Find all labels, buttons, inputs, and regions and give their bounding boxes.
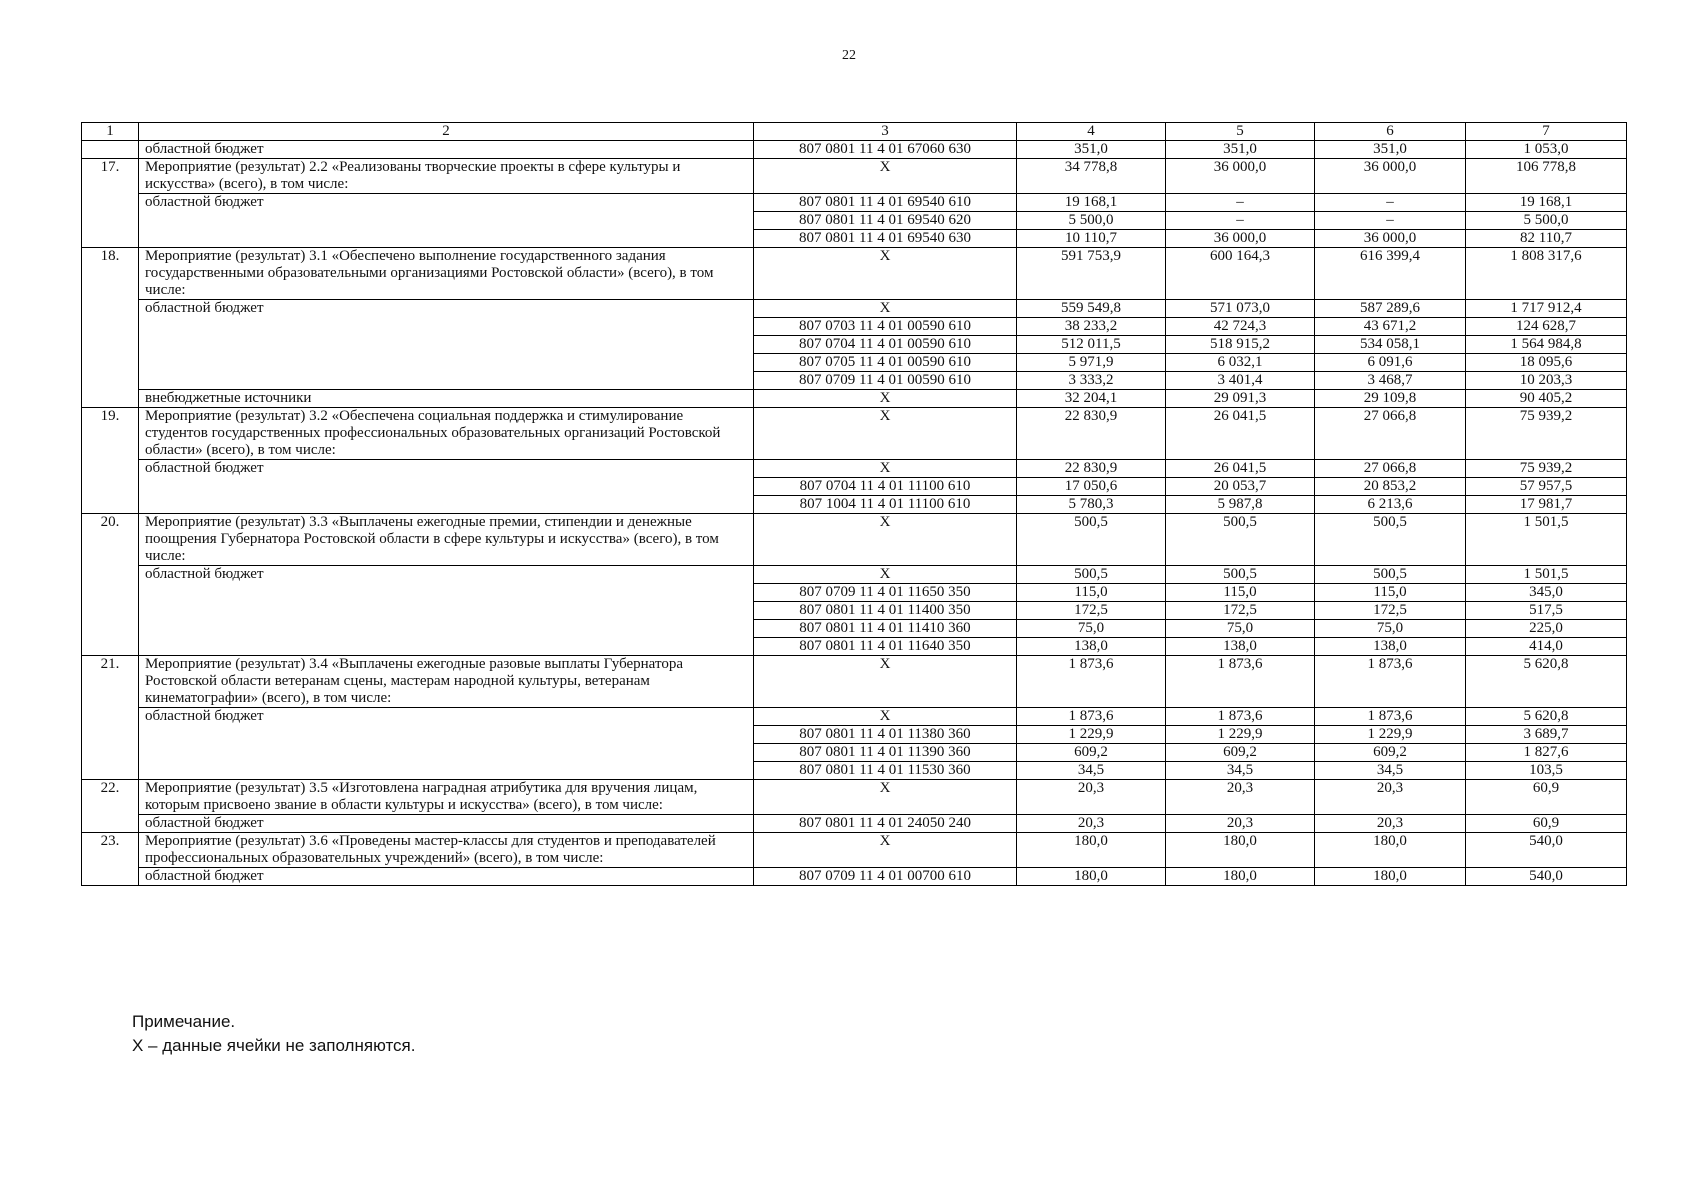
code-cell: X (754, 833, 1017, 868)
year1-cell: 22 830,9 (1017, 460, 1166, 478)
row-number: 22. (82, 780, 139, 833)
code-cell: 807 0709 11 4 01 00700 610 (754, 868, 1017, 886)
year3-cell: 36 000,0 (1315, 159, 1466, 194)
total-cell: 75 939,2 (1466, 460, 1627, 478)
row-number: 19. (82, 408, 139, 514)
table-row (82, 408, 1627, 460)
total-cell: 1 808 317,6 (1466, 248, 1627, 300)
total-cell: 1 827,6 (1466, 744, 1627, 762)
code-cell: X (754, 566, 1017, 584)
year1-cell: 559 549,8 (1017, 300, 1166, 318)
measure-name: Мероприятие (результат) 3.4 «Выплачены ежегодные разовые выплаты Губернатора Ростовской области ветеранам сцены, мастерам народной культуры, ветеранам кинематографии» (всего), в том числе: (139, 656, 754, 708)
total-cell: 3 689,7 (1466, 726, 1627, 744)
year1-cell: 5 500,0 (1017, 212, 1166, 230)
total-cell: 540,0 (1466, 833, 1627, 868)
year3-cell: 172,5 (1315, 602, 1466, 620)
year1-cell: 115,0 (1017, 584, 1166, 602)
year1-cell: 32 204,1 (1017, 390, 1166, 408)
budget-table (81, 122, 1627, 886)
row-number: 20. (82, 514, 139, 656)
code-cell: X (754, 300, 1017, 318)
row-number: 21. (82, 656, 139, 780)
year2-cell: 1 873,6 (1166, 656, 1315, 708)
year1-cell: 512 011,5 (1017, 336, 1166, 354)
header-cell: 7 (1466, 123, 1627, 141)
source-name: областной бюджет (139, 194, 754, 248)
total-cell: 1 501,5 (1466, 566, 1627, 584)
total-cell: 345,0 (1466, 584, 1627, 602)
year1-cell: 22 830,9 (1017, 408, 1166, 460)
year3-cell: 115,0 (1315, 584, 1466, 602)
year3-cell: 351,0 (1315, 141, 1466, 159)
code-cell: X (754, 390, 1017, 408)
year2-cell: 500,5 (1166, 514, 1315, 566)
year1-cell: 5 971,9 (1017, 354, 1166, 372)
table-row (82, 300, 1627, 318)
total-cell: 103,5 (1466, 762, 1627, 780)
code-cell: 807 0801 11 4 01 11530 360 (754, 762, 1017, 780)
year2-cell: 600 164,3 (1166, 248, 1315, 300)
year3-cell: 27 066,8 (1315, 460, 1466, 478)
source-name: областной бюджет (139, 708, 754, 780)
year2-cell: 36 000,0 (1166, 230, 1315, 248)
code-cell: 807 0801 11 4 01 11410 360 (754, 620, 1017, 638)
code-cell: X (754, 708, 1017, 726)
total-cell: 540,0 (1466, 868, 1627, 886)
total-cell: 18 095,6 (1466, 354, 1627, 372)
row-number: 17. (82, 159, 139, 248)
total-cell: 17 981,7 (1466, 496, 1627, 514)
code-cell: 807 0801 11 4 01 11640 350 (754, 638, 1017, 656)
year1-cell: 1 229,9 (1017, 726, 1166, 744)
total-cell: 414,0 (1466, 638, 1627, 656)
code-cell: X (754, 159, 1017, 194)
year2-cell: 36 000,0 (1166, 159, 1315, 194)
code-cell: X (754, 656, 1017, 708)
total-cell: 5 620,8 (1466, 656, 1627, 708)
page-number: 22 (842, 48, 856, 63)
table-row (82, 390, 1627, 408)
year3-cell: 609,2 (1315, 744, 1466, 762)
year3-cell: 75,0 (1315, 620, 1466, 638)
code-cell: 807 0709 11 4 01 11650 350 (754, 584, 1017, 602)
total-cell: 1 501,5 (1466, 514, 1627, 566)
source-name: внебюджетные источники (139, 390, 754, 408)
year2-cell: 1 873,6 (1166, 708, 1315, 726)
year2-cell: 26 041,5 (1166, 408, 1315, 460)
year1-cell: 20,3 (1017, 815, 1166, 833)
year2-cell: – (1166, 212, 1315, 230)
source-name: областной бюджет (139, 460, 754, 514)
year1-cell: 1 873,6 (1017, 656, 1166, 708)
year1-cell: 34 778,8 (1017, 159, 1166, 194)
note-title: Примечание. (132, 1012, 236, 1031)
row-number: 23. (82, 833, 139, 886)
table-row (82, 566, 1627, 584)
year1-cell: 34,5 (1017, 762, 1166, 780)
header-cell: 5 (1166, 123, 1315, 141)
total-cell: 124 628,7 (1466, 318, 1627, 336)
total-cell: 82 110,7 (1466, 230, 1627, 248)
year2-cell: 42 724,3 (1166, 318, 1315, 336)
total-cell: 5 620,8 (1466, 708, 1627, 726)
year3-cell: 20 853,2 (1315, 478, 1466, 496)
header-cell: 4 (1017, 123, 1166, 141)
note-text: X – данные ячейки не заполняются. (132, 1036, 416, 1055)
year3-cell: 20,3 (1315, 780, 1466, 815)
year2-cell: 571 073,0 (1166, 300, 1315, 318)
year1-cell: 172,5 (1017, 602, 1166, 620)
total-cell: 60,9 (1466, 815, 1627, 833)
year3-cell: 138,0 (1315, 638, 1466, 656)
code-cell: 807 0801 11 4 01 69540 610 (754, 194, 1017, 212)
row-number (82, 141, 139, 159)
table-row (82, 656, 1627, 708)
measure-name: Мероприятие (результат) 3.6 «Проведены мастер-классы для студентов и преподавателей профессиональных образовательных учреждений» (всего), в том числе: (139, 833, 754, 868)
year3-cell: 6 091,6 (1315, 354, 1466, 372)
year2-cell: 34,5 (1166, 762, 1315, 780)
code-cell: 807 0705 11 4 01 00590 610 (754, 354, 1017, 372)
table-row (82, 159, 1627, 194)
measure-name: Мероприятие (результат) 3.1 «Обеспечено выполнение государственного задания государственными образовательными организациями Ростовской области» (всего), в том числе: (139, 248, 754, 300)
year2-cell: 1 229,9 (1166, 726, 1315, 744)
header-cell: 3 (754, 123, 1017, 141)
header-cell: 1 (82, 123, 139, 141)
year3-cell: – (1315, 212, 1466, 230)
year1-cell: 500,5 (1017, 566, 1166, 584)
table-row (82, 514, 1627, 566)
source-name: областной бюджет (139, 300, 754, 390)
year3-cell: 29 109,8 (1315, 390, 1466, 408)
year2-cell: 500,5 (1166, 566, 1315, 584)
year1-cell: 351,0 (1017, 141, 1166, 159)
year1-cell: 3 333,2 (1017, 372, 1166, 390)
table-row (82, 868, 1627, 886)
code-cell: 807 0703 11 4 01 00590 610 (754, 318, 1017, 336)
year3-cell: 27 066,8 (1315, 408, 1466, 460)
code-cell: 807 0709 11 4 01 00590 610 (754, 372, 1017, 390)
year2-cell: 180,0 (1166, 868, 1315, 886)
measure-name: Мероприятие (результат) 3.3 «Выплачены ежегодные премии, стипендии и денежные поощрения Губернатора Ростовской области в сфере культуры и искусства» (всего), в том числе: (139, 514, 754, 566)
total-cell: 106 778,8 (1466, 159, 1627, 194)
total-cell: 90 405,2 (1466, 390, 1627, 408)
year3-cell: 3 468,7 (1315, 372, 1466, 390)
total-cell: 1 564 984,8 (1466, 336, 1627, 354)
row-number: 18. (82, 248, 139, 408)
total-cell: 10 203,3 (1466, 372, 1627, 390)
table-row (82, 248, 1627, 300)
year1-cell: 75,0 (1017, 620, 1166, 638)
year1-cell: 591 753,9 (1017, 248, 1166, 300)
year3-cell: 534 058,1 (1315, 336, 1466, 354)
code-cell: 807 0801 11 4 01 11380 360 (754, 726, 1017, 744)
total-cell: 517,5 (1466, 602, 1627, 620)
year1-cell: 1 873,6 (1017, 708, 1166, 726)
total-cell: 225,0 (1466, 620, 1627, 638)
year1-cell: 20,3 (1017, 780, 1166, 815)
code-cell: X (754, 780, 1017, 815)
measure-name: Мероприятие (результат) 3.2 «Обеспечена социальная поддержка и стимулирование студентов государственных профессиональных образовательных организаций Ростовской области» (всего), в том числе: (139, 408, 754, 460)
code-cell: 807 0801 11 4 01 11390 360 (754, 744, 1017, 762)
year1-cell: 138,0 (1017, 638, 1166, 656)
year2-cell: 20,3 (1166, 815, 1315, 833)
code-cell: X (754, 248, 1017, 300)
header-cell: 6 (1315, 123, 1466, 141)
code-cell: 807 0801 11 4 01 24050 240 (754, 815, 1017, 833)
code-cell: 807 0801 11 4 01 11400 350 (754, 602, 1017, 620)
year2-cell: 3 401,4 (1166, 372, 1315, 390)
header-row (82, 123, 1627, 141)
year3-cell: 36 000,0 (1315, 230, 1466, 248)
measure-name: Мероприятие (результат) 3.5 «Изготовлена наградная атрибутика для вручения лицам, которым присвоено звание в области культуры и искусства» (всего), в том числе: (139, 780, 754, 815)
year2-cell: 20,3 (1166, 780, 1315, 815)
source-name: областной бюджет (139, 815, 754, 833)
code-cell: X (754, 408, 1017, 460)
year3-cell: 180,0 (1315, 868, 1466, 886)
code-cell: 807 0801 11 4 01 69540 620 (754, 212, 1017, 230)
year3-cell: 43 671,2 (1315, 318, 1466, 336)
year1-cell: 5 780,3 (1017, 496, 1166, 514)
year2-cell: – (1166, 194, 1315, 212)
year1-cell: 38 233,2 (1017, 318, 1166, 336)
total-cell: 1 053,0 (1466, 141, 1627, 159)
year1-cell: 500,5 (1017, 514, 1166, 566)
total-cell: 60,9 (1466, 780, 1627, 815)
total-cell: 1 717 912,4 (1466, 300, 1627, 318)
total-cell: 19 168,1 (1466, 194, 1627, 212)
year2-cell: 172,5 (1166, 602, 1315, 620)
year3-cell: 34,5 (1315, 762, 1466, 780)
code-cell: 807 1004 11 4 01 11100 610 (754, 496, 1017, 514)
year3-cell: 1 873,6 (1315, 708, 1466, 726)
year3-cell: 6 213,6 (1315, 496, 1466, 514)
year3-cell: 20,3 (1315, 815, 1466, 833)
year1-cell: 17 050,6 (1017, 478, 1166, 496)
year2-cell: 26 041,5 (1166, 460, 1315, 478)
code-cell: X (754, 460, 1017, 478)
table-row (82, 708, 1627, 726)
total-cell: 5 500,0 (1466, 212, 1627, 230)
code-cell: 807 0704 11 4 01 11100 610 (754, 478, 1017, 496)
table-row (82, 460, 1627, 478)
year2-cell: 180,0 (1166, 833, 1315, 868)
table-row (82, 141, 1627, 159)
year1-cell: 180,0 (1017, 833, 1166, 868)
note (132, 1010, 415, 1058)
year1-cell: 10 110,7 (1017, 230, 1166, 248)
year2-cell: 6 032,1 (1166, 354, 1315, 372)
year2-cell: 115,0 (1166, 584, 1315, 602)
code-cell: 807 0704 11 4 01 00590 610 (754, 336, 1017, 354)
measure-name: Мероприятие (результат) 2.2 «Реализованы творческие проекты в сфере культуры и искусства» (всего), в том числе: (139, 159, 754, 194)
year3-cell: 616 399,4 (1315, 248, 1466, 300)
year2-cell: 5 987,8 (1166, 496, 1315, 514)
source-name: областной бюджет (139, 566, 754, 656)
table-row (82, 833, 1627, 868)
year3-cell: 500,5 (1315, 566, 1466, 584)
year2-cell: 518 915,2 (1166, 336, 1315, 354)
code-cell: 807 0801 11 4 01 69540 630 (754, 230, 1017, 248)
table-row (82, 780, 1627, 815)
year3-cell: 587 289,6 (1315, 300, 1466, 318)
year2-cell: 351,0 (1166, 141, 1315, 159)
year2-cell: 75,0 (1166, 620, 1315, 638)
total-cell: 57 957,5 (1466, 478, 1627, 496)
year2-cell: 609,2 (1166, 744, 1315, 762)
table-row (82, 815, 1627, 833)
year1-cell: 609,2 (1017, 744, 1166, 762)
year3-cell: 1 873,6 (1315, 656, 1466, 708)
year1-cell: 19 168,1 (1017, 194, 1166, 212)
code-cell: 807 0801 11 4 01 67060 630 (754, 141, 1017, 159)
year2-cell: 20 053,7 (1166, 478, 1315, 496)
source-name: областной бюджет (139, 141, 754, 159)
year2-cell: 138,0 (1166, 638, 1315, 656)
year3-cell: 1 229,9 (1315, 726, 1466, 744)
source-name: областной бюджет (139, 868, 754, 886)
total-cell: 75 939,2 (1466, 408, 1627, 460)
table-row (82, 194, 1627, 212)
year3-cell: 180,0 (1315, 833, 1466, 868)
year3-cell: – (1315, 194, 1466, 212)
year3-cell: 500,5 (1315, 514, 1466, 566)
year2-cell: 29 091,3 (1166, 390, 1315, 408)
year1-cell: 180,0 (1017, 868, 1166, 886)
header-cell: 2 (139, 123, 754, 141)
code-cell: X (754, 514, 1017, 566)
